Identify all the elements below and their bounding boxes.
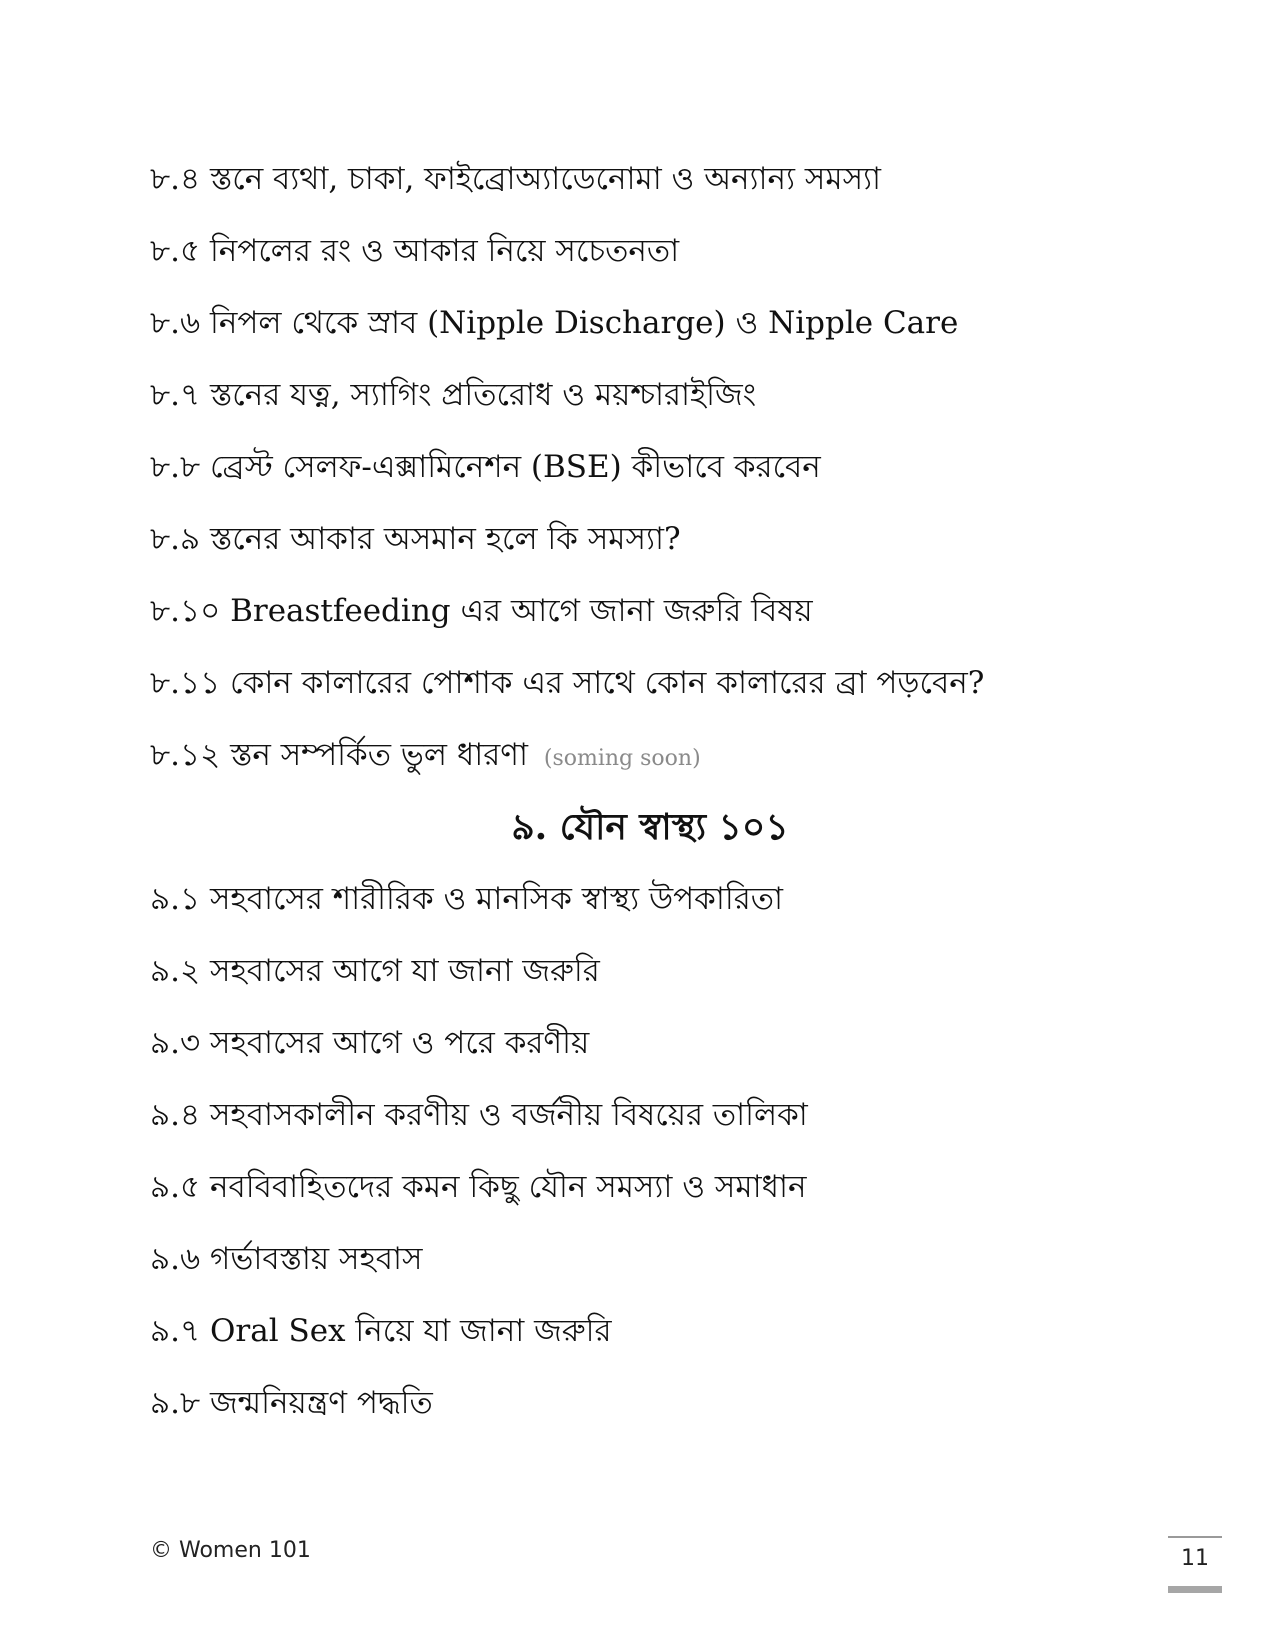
- toc-item-text: ৮.৬ নিপল থেকে স্রাব (Nipple Discharge) ও Nipple Care: [150, 305, 959, 341]
- toc-item-8-9[interactable]: [150, 510, 1150, 582]
- coming-soon-note: (soming soon): [543, 746, 701, 771]
- toc-item-text: ৮.৫ নিপলের রং ও আকার নিয়ে সচেতনতা: [150, 233, 680, 269]
- toc-item-8-7[interactable]: [150, 366, 1150, 438]
- toc-item-text: ৯.৫ নববিবাহিতদের কমন কিছু যৌন সমস্যা ও সমাধান: [150, 1169, 807, 1205]
- toc-item-9-5[interactable]: [150, 1158, 1150, 1230]
- toc-item-text: ৮.৮ ব্রেস্ট সেলফ-এক্সামিনেশন (BSE) কীভাবে করবেন: [150, 449, 821, 485]
- toc-item-text: ৮.৭ স্তনের যত্ন, স্যাগিং প্রতিরোধ ও ময়শ্চারাইজিং: [150, 377, 757, 413]
- toc-item-text: ৯.৪ সহবাসকালীন করণীয় ও বর্জনীয় বিষয়ের তালিকা: [150, 1097, 808, 1133]
- toc-item-text: ৯.১ সহবাসের শারীরিক ও মানসিক স্বাস্থ্য উপকারিতা: [150, 881, 784, 917]
- toc-item-8-6[interactable]: [150, 294, 1150, 366]
- copyright-notice: © Women 101: [150, 1538, 311, 1563]
- toc-item-8-11[interactable]: [150, 654, 1150, 726]
- toc-item-9-3[interactable]: [150, 1014, 1150, 1086]
- page-number-bottom-bar: [1168, 1586, 1222, 1593]
- toc-item-text: ৯.৭ Oral Sex নিয়ে যা জানা জরুরি: [150, 1313, 612, 1349]
- toc-item-8-10[interactable]: [150, 582, 1150, 654]
- page-number: [1168, 1536, 1222, 1594]
- page-number-top-rule: [1168, 1536, 1222, 1538]
- toc-item-text: ৮.১০ Breastfeeding এর আগে জানা জরুরি বিষয়: [150, 593, 813, 629]
- toc-item-9-8[interactable]: [150, 1374, 1150, 1446]
- toc-item-text: ৯.৩ সহবাসের আগে ও পরে করণীয়: [150, 1025, 590, 1061]
- page-number-text: 11: [1181, 1546, 1209, 1571]
- toc-item-8-5[interactable]: [150, 222, 1150, 294]
- toc-item-9-2[interactable]: [150, 942, 1150, 1014]
- toc-item-text: ৯.৬ গর্ভাবস্তায় সহবাস: [150, 1241, 423, 1277]
- table-of-contents: [150, 150, 1150, 1446]
- toc-item-8-8[interactable]: [150, 438, 1150, 510]
- toc-item-9-1[interactable]: [150, 870, 1150, 942]
- toc-item-9-6[interactable]: [150, 1230, 1150, 1302]
- toc-item-text: ৮.৪ স্তনে ব্যথা, চাকা, ফাইব্রোঅ্যাডেনোমা ও অন্যান্য সমস্যা: [150, 161, 882, 197]
- toc-item-text: ৮.১২ স্তন সম্পর্কিত ভুল ধারণা: [150, 737, 529, 773]
- toc-item-9-4[interactable]: [150, 1086, 1150, 1158]
- toc-item-9-7[interactable]: [150, 1302, 1150, 1374]
- toc-item-text: ৮.১১ কোন কালারের পোশাক এর সাথে কোন কালারের ব্রা পড়বেন?: [150, 665, 985, 701]
- toc-item-text: ৮.৯ স্তনের আকার অসমান হলে কি সমস্যা?: [150, 521, 681, 557]
- toc-item-8-4[interactable]: [150, 150, 1150, 222]
- toc-item-8-12[interactable]: [150, 726, 1150, 798]
- toc-item-text: ৯.৮ জন্মনিয়ন্ত্রণ পদ্ধতি: [150, 1385, 433, 1421]
- toc-item-text: ৯.২ সহবাসের আগে যা জানা জরুরি: [150, 953, 600, 989]
- section-heading: ৯. যৌন স্বাস্থ্য ১০১: [511, 806, 789, 848]
